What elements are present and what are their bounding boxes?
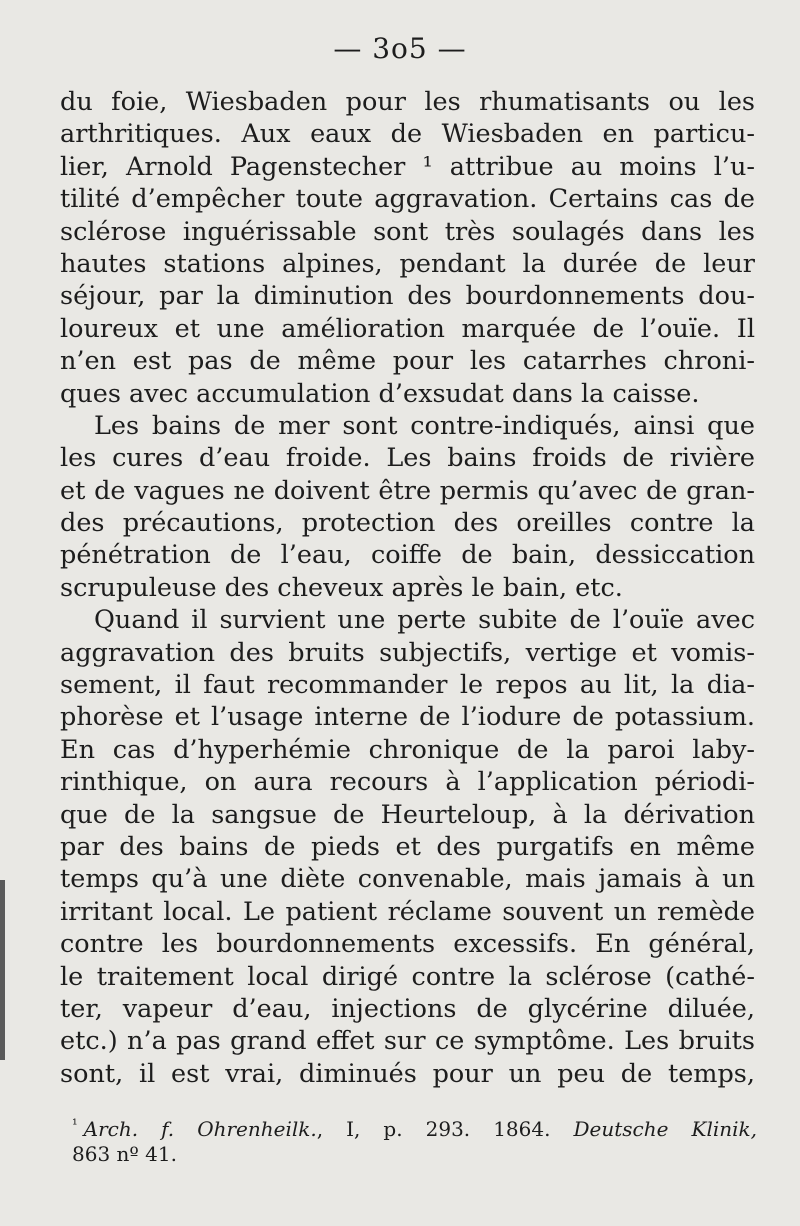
text-line: ter, vapeur d’eau, injections de glycérine diluée, [60,993,755,1024]
text-line: contre les bourdonnements excessifs. En général, [60,929,755,960]
text-line: les cures d’eau froide. Les bains froids de rivière [60,443,755,474]
text-line: sclérose inguérissable sont très soulagés dans les [60,216,755,247]
text-line: sont, il est vrai, diminués pour un peu de temps, [60,1058,755,1089]
footnote-second-source: Deutsche Klinik, [573,1117,757,1141]
text-line: irritant local. Le patient réclame souvent un remède [60,896,755,927]
text-line: n’en est pas de même pour les catarrhes chroni- [60,346,755,377]
page-edge-shadow [0,880,5,1060]
text-line: rinthique, on aura recours à l’application périodi- [60,767,755,798]
text-line: tilité d’empêcher toute aggravation. Certains cas de [60,184,755,215]
text-line: que de la sangsue de Heurteloup, à la dérivation [60,799,755,830]
text-line: séjour, par la diminution des bourdonnements dou- [60,281,755,312]
text-line: pénétration de l’eau, coiffe de bain, dessiccation [60,540,755,571]
text-line: etc.) n’a pas grand effet sur ce symptôme. Les bruits [60,1026,755,1057]
footnote-line [72,1111,757,1140]
footnote-marker: ¹ [72,1117,78,1133]
page-number: — 3o5 — [333,32,467,65]
paragraph-start-line: Quand il survient une perte subite de l’ouïe avec [94,605,755,636]
footnote-line-2: 863 nº 41. [72,1142,177,1166]
text-line: des précautions, protection des oreilles contre la [60,508,755,539]
footnote [72,1111,757,1169]
text-line: arthritiques. Aux eaux de Wiesbaden en particu- [60,119,755,150]
text-line: du foie, Wiesbaden pour les rhumatisants ou les [60,87,755,117]
text-line: En cas d’hyperhémie chronique de la paroi laby- [60,734,755,765]
text-line: le traitement local dirigé contre la sclérose (cathé- [60,961,755,992]
text-line: phorèse et l’usage interne de l’iodure de potassium. [60,702,755,733]
text-line: sement, il faut recommander le repos au lit, la dia- [60,670,755,701]
footnote-details: , I, p. 293. 1864. [316,1117,551,1141]
text-line: scrupuleuse des cheveux après le bain, etc. [60,572,623,603]
text-line: lier, Arnold Pagenstecher ¹ attribue au moins l’u- [60,151,755,182]
text-line: loureux et une amélioration marquée de l’ouïe. Il [60,313,755,344]
text-line: temps qu’à une diète convenable, mais jamais à un [60,864,755,895]
text-line: par des bains de pieds et des purgatifs en même [60,831,755,862]
text-line: aggravation des bruits subjectifs, vertige et vomis- [60,637,755,668]
text-line: ques avec accumulation d’exsudat dans la caisse. [60,378,700,409]
paragraph-start-line: Les bains de mer sont contre-indiqués, ainsi que [94,410,755,441]
body-text [60,86,755,1090]
text-line: et de vagues ne doivent être permis qu’avec de gran- [60,475,755,506]
text-line: hautes stations alpines, pendant la durée de leur [60,248,755,279]
footnote-source: Arch. f. Ohrenheilk. [83,1117,317,1141]
